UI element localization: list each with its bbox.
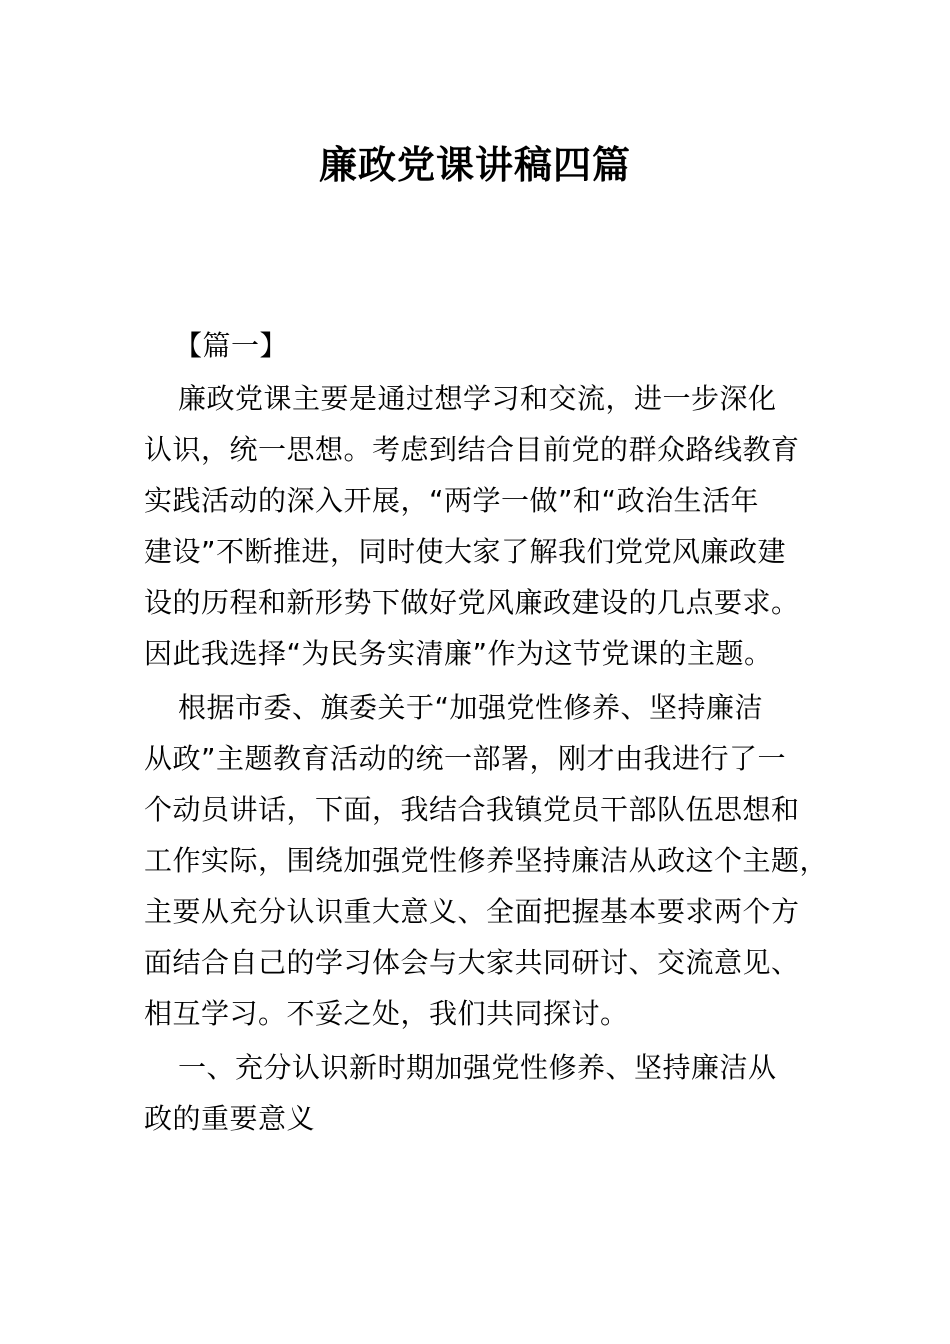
section-label: 【篇一】 [174, 329, 289, 362]
text-line: 面结合自己的学习体会与大家共同研讨、交流意见、 [144, 946, 800, 979]
paragraph-deployment [144, 682, 829, 1039]
text-line: 一、充分认识新时期加强党性修养、坚持廉洁从 [178, 1051, 777, 1084]
text-line: 相互学习。不妥之处，我们共同探讨。 [144, 997, 629, 1030]
text-line: 个动员讲话，下面，我结合我镇党员干部队伍思想和 [144, 793, 800, 826]
text-line: 根据市委、旗委关于“加强党性修养、坚持廉洁 [178, 691, 764, 724]
document-body [144, 320, 829, 1147]
text-line: 因此我选择“为民务实清廉”作为这节党课的主题。 [144, 637, 773, 670]
text-line: 政的重要意义 [144, 1102, 316, 1135]
text-line: 认识，统一思想。考虑到结合目前党的群众路线教育 [144, 433, 800, 466]
text-line: 廉政党课主要是通过想学习和交流，进一步深化 [178, 382, 777, 415]
text-line: 实践活动的深入开展，“两学一做”和“政治生活年 [144, 484, 760, 517]
text-line: 主要从充分认识重大意义、全面把握基本要求两个方 [144, 895, 800, 928]
text-line: 设的历程和新形势下做好党风廉政建设的几点要求。 [144, 586, 800, 619]
text-line: 建设”不断推进，同时使大家了解我们党党风廉政建 [144, 535, 787, 568]
paragraph-intro [144, 373, 816, 679]
text-line: 工作实际，围绕加强党性修养坚持廉洁从政这个主题， [144, 844, 829, 877]
document-title: 廉政党课讲稿四篇 [318, 143, 631, 187]
text-line: 从政”主题教育活动的统一部署，刚才由我进行了一 [144, 742, 787, 775]
paragraph-heading-one [144, 1042, 816, 1144]
